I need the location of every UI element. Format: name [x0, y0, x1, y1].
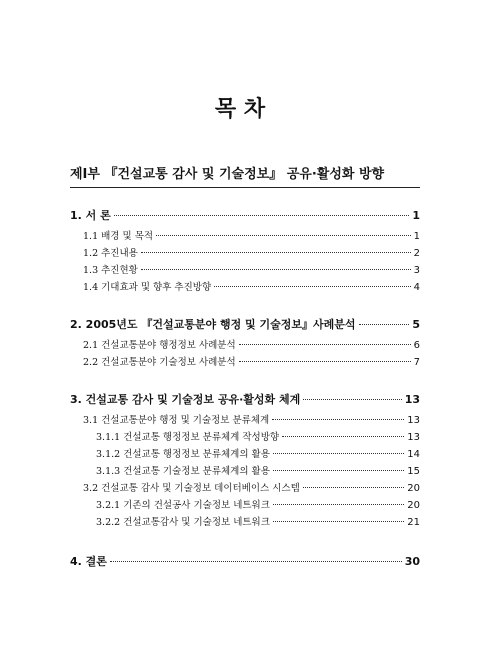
leader-dots	[141, 269, 411, 270]
leader-dots	[303, 487, 404, 488]
toc-entry-2-2[interactable]	[83, 354, 420, 368]
toc-entry-2-1[interactable]	[83, 337, 420, 351]
toc-entry-label: 2.2 건설교통분야 기술정보 사례분석	[83, 357, 236, 368]
toc-entry-label: 3.1.2 건설교통 행정정보 분류체계의 활용	[96, 449, 270, 460]
toc-entry-1-3[interactable]	[83, 262, 420, 276]
leader-dots	[282, 436, 404, 437]
toc-entry-page: 2	[413, 248, 420, 259]
toc-entry-page: 20	[407, 500, 420, 511]
toc-entry-label: 1. 서 론	[70, 209, 111, 222]
toc-entry-label: 3.1 건설교통분야 행정 및 기술정보 분류체계	[83, 415, 270, 426]
toc-entry-3-1-2[interactable]	[96, 446, 420, 460]
toc-entry-label: 3.1.3 건설교통 기술정보 분류체계의 활용	[96, 466, 270, 477]
toc-entry-page: 13	[407, 432, 420, 443]
leader-dots	[239, 344, 411, 345]
toc-entry-label: 3.1.1 건설교통 행정정보 분류체계 작성방향	[96, 432, 280, 443]
toc-entry-page: 4	[413, 282, 420, 293]
toc-entry-page: 7	[413, 357, 420, 368]
toc-entry-1-2[interactable]	[83, 245, 420, 259]
leader-dots	[273, 453, 404, 454]
toc-entry-1[interactable]	[70, 207, 420, 223]
toc-entry-3-2-2[interactable]	[96, 514, 420, 528]
leader-dots	[239, 361, 411, 362]
toc-entry-label: 1.2 추진내용	[83, 248, 138, 259]
leader-dots	[110, 561, 402, 562]
toc-entry-page: 13	[407, 415, 420, 426]
leader-dots	[114, 215, 410, 216]
toc-entry-4[interactable]	[70, 553, 420, 569]
toc-entry-page: 21	[407, 517, 420, 528]
toc-entry-label: 4. 결론	[70, 555, 107, 568]
leader-dots	[273, 521, 404, 522]
toc-entry-3-1-3[interactable]	[96, 463, 420, 477]
toc-entry-page: 3	[413, 265, 420, 276]
toc-entry-label: 2. 2005년도 『건설교통분야 행정 및 기술정보』사례분석	[70, 318, 356, 331]
part-heading: 제Ⅰ부 『건설교통 감사 및 기술정보』 공유·활성화 방향	[70, 167, 385, 182]
toc-entry-3-2-1[interactable]	[96, 497, 420, 511]
toc-entry-label: 3.2.2 건설교통감사 및 기술정보 네트워크	[96, 517, 270, 528]
toc-entry-label: 1.4 기대효과 및 향후 추진방향	[83, 282, 212, 293]
toc-entry-page: 1	[412, 209, 420, 222]
toc-entry-3-2[interactable]	[83, 480, 420, 494]
leader-dots	[272, 419, 404, 420]
toc-entry-label: 1.3 추진현황	[83, 265, 138, 276]
toc-entry-page: 13	[404, 393, 420, 406]
toc-entry-3[interactable]	[70, 391, 420, 407]
leader-dots	[359, 324, 410, 325]
leader-dots	[273, 470, 404, 471]
leader-dots	[303, 399, 401, 400]
toc-entry-page: 6	[413, 340, 420, 351]
toc-entry-page: 5	[412, 318, 420, 331]
toc-entry-page: 1	[413, 231, 420, 242]
toc-entry-3-1[interactable]	[83, 412, 420, 426]
leader-dots	[273, 504, 404, 505]
toc-entry-label: 1.1 배경 및 목적	[83, 231, 154, 242]
page-title: 목 차	[214, 97, 266, 122]
toc-entry-1-1[interactable]	[83, 228, 420, 242]
toc-entry-label: 3. 건설교통 감사 및 기술정보 공유·활성화 체계	[70, 393, 301, 406]
toc-entry-page: 20	[407, 483, 420, 494]
toc-entry-page: 30	[404, 555, 420, 568]
toc-entry-label: 3.2.1 기존의 건설공사 기술정보 네트워크	[96, 500, 270, 511]
toc-entry-page: 15	[407, 466, 420, 477]
leader-dots	[141, 252, 411, 253]
toc-entry-1-4[interactable]	[83, 279, 420, 293]
leader-dots	[214, 286, 410, 287]
leader-dots	[156, 235, 411, 236]
toc-entry-label: 3.2 건설교통 감사 및 기술정보 데이터베이스 시스템	[83, 483, 300, 494]
toc-entry-label: 2.1 건설교통분야 행정정보 사례분석	[83, 340, 236, 351]
toc-entry-2[interactable]	[70, 316, 420, 332]
toc-entry-3-1-1[interactable]	[96, 429, 420, 443]
divider-rule	[70, 187, 420, 188]
toc-entry-page: 14	[407, 449, 420, 460]
